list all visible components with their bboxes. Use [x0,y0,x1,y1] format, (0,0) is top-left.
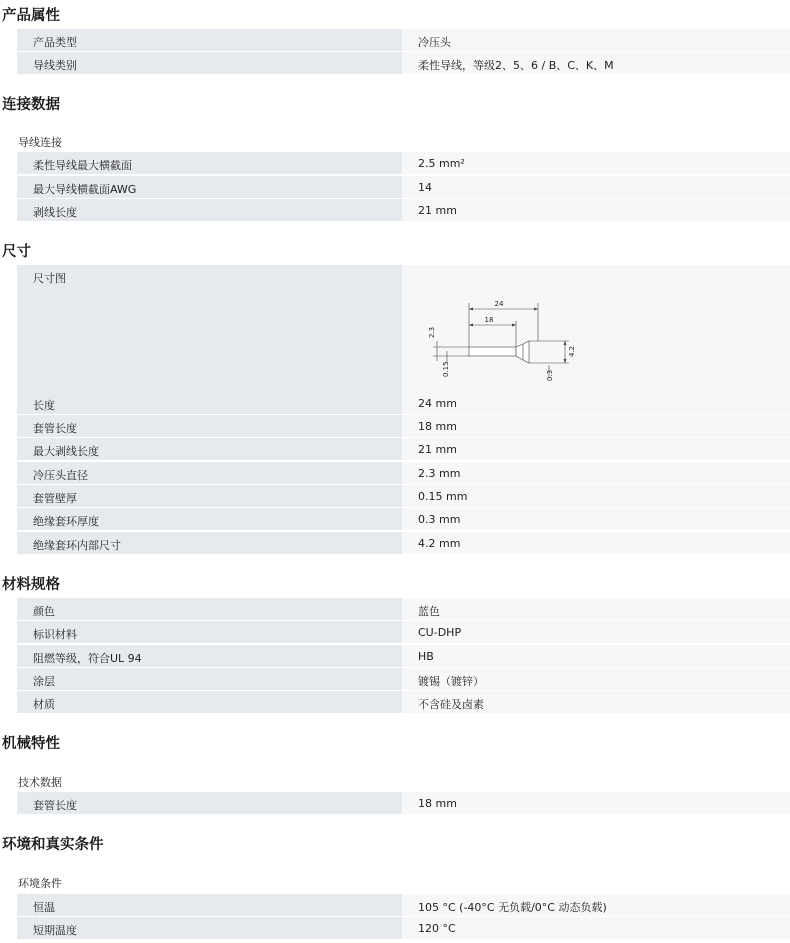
dim-collar-inner-label: 4.2 [568,345,576,357]
row-label: 最大导线横截面AWG [33,183,137,196]
dim-dia-label: 2.3 [428,326,436,338]
subsection-title: 技术数据 [18,776,62,789]
row-value: 21 mm [418,204,457,217]
row-value: 18 mm [418,420,457,433]
section-title-material: 材料规格 [2,577,60,593]
row-label: 套管长度 [33,799,77,812]
row-value: 0.3 mm [418,513,461,526]
dimension-drawing [419,281,589,381]
row-label: 尺寸图 [33,272,66,285]
row-value: 0.15 mm [418,490,468,503]
table-row [17,415,790,437]
row-label: 涂层 [33,675,55,688]
section-title-dimensions: 尺寸 [2,244,31,260]
row-value: 镀锡（镀锌） [418,675,484,688]
table-row [17,392,790,414]
row-label: 颜色 [33,605,55,618]
section-title-connection: 连接数据 [2,97,60,113]
subsection-title: 环境条件 [18,877,62,890]
table-row [17,917,790,939]
table-row [17,532,790,554]
row-value: 105 °C (-40°C 无负载/0°C 动态负载) [418,901,607,914]
table-row [17,792,790,814]
subsection-title: 导线连接 [18,136,62,149]
table-row [17,438,790,460]
section-title-product: 产品属性 [2,8,60,24]
row-label: 套管长度 [33,422,77,435]
row-value: HB [418,650,434,663]
row-label: 柔性导线最大横截面 [33,159,132,172]
dim-collar-thk-label: 0.3 [546,369,554,381]
row-label: 绝缘套环内部尺寸 [33,539,121,552]
table-row [17,152,790,174]
table-row [17,462,790,484]
row-value: 21 mm [418,443,457,456]
table-row [17,645,790,667]
row-label: 恒温 [33,901,55,914]
table-row [17,199,790,221]
table-row [17,621,790,643]
row-label: 冷压头直径 [33,469,88,482]
row-label: 套管壁厚 [33,492,77,505]
row-label: 短期温度 [33,924,77,937]
table-row [17,691,790,713]
table-row [17,668,790,690]
row-value: 柔性导线，等级2、5、6 / B、C、K、M [418,59,614,72]
table-row [17,894,790,916]
row-label: 剥线长度 [33,206,77,219]
row-value: 4.2 mm [418,537,461,550]
table-row [17,52,790,74]
row-label: 最大剥线长度 [33,445,99,458]
dim-wall-label: 0.15 [442,361,450,377]
table-row [17,29,790,51]
row-value: 14 [418,181,432,194]
table-row [17,176,790,198]
table-row [17,485,790,507]
row-value: CU-DHP [418,626,462,639]
row-value: 2.5 mm² [418,157,465,170]
row-value: 18 mm [418,797,457,810]
row-value: 120 °C [418,922,456,935]
row-label: 材质 [33,698,55,711]
row-value: 蓝色 [418,605,440,618]
row-value: 24 mm [418,397,457,410]
row-label: 标识材料 [33,628,77,641]
row-value: 不含硅及卤素 [418,698,484,711]
section-title-mechanical: 机械特性 [2,736,60,752]
row-label: 阻燃等级，符合UL 94 [33,652,142,665]
section-title-environment: 环境和真实条件 [2,837,104,853]
row-label: 导线类别 [33,59,77,72]
table-row [17,508,790,530]
row-label: 绝缘套环厚度 [33,515,99,528]
dim-total-label: 24 [494,300,504,308]
row-label: 产品类型 [33,36,77,49]
row-label: 长度 [33,399,55,412]
row-value: 2.3 mm [418,467,461,480]
dim-sleeve-label: 18 [484,316,494,324]
table-row-drawing [17,265,790,395]
row-value: 冷压头 [418,36,451,49]
table-row [17,598,790,620]
